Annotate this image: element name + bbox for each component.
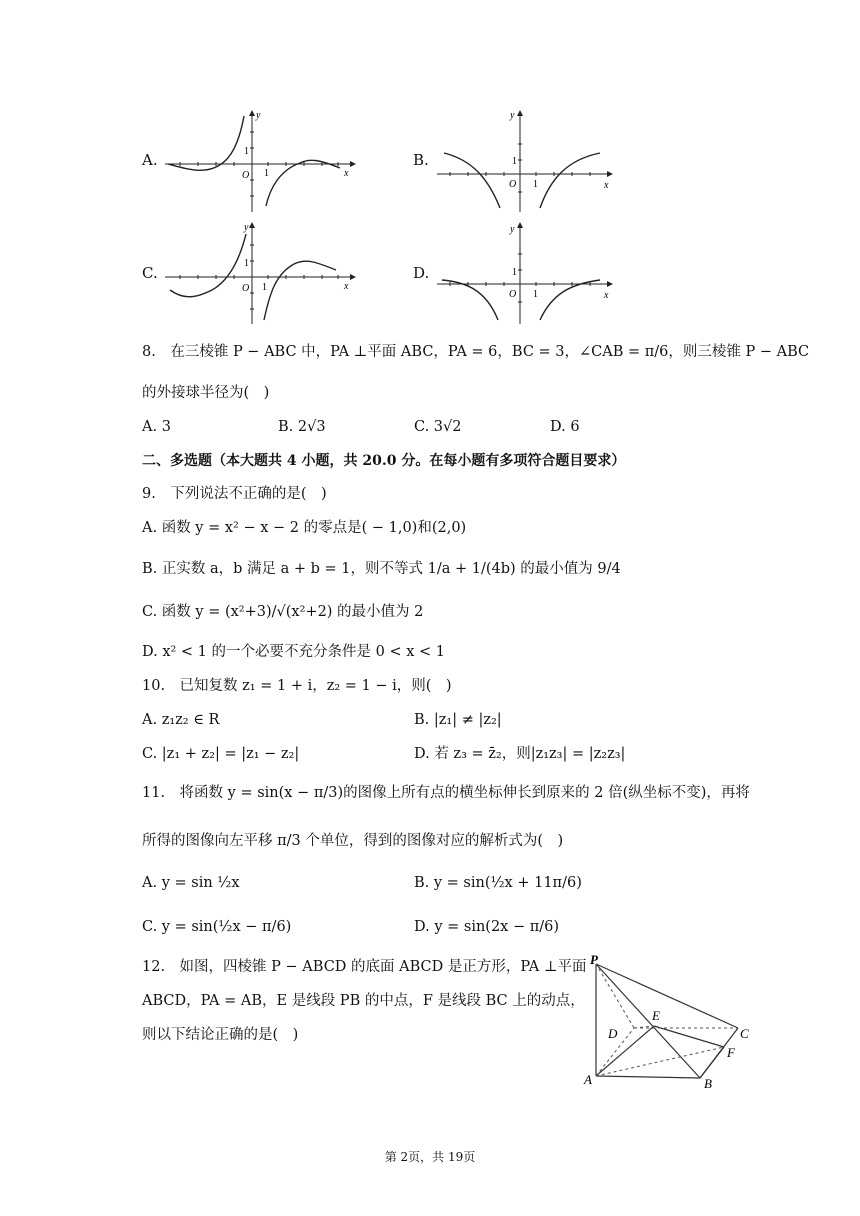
- q7a-origin: O: [242, 170, 250, 181]
- q8-option-c: C. 3√2: [414, 419, 462, 435]
- q10-option-c: C. |z₁ + z₂| = |z₁ − z₂|: [142, 746, 300, 762]
- q9-option-c: C. 函数 y = (x²+3)/√(x²+2) 的最小值为 2: [142, 604, 424, 620]
- section-heading: 二、多选题（本大题共 4 小题，共 20.0 分。在每小题有多项符合题目要求）: [142, 453, 626, 469]
- q11-option-c: C. y = sin(½x − π/6): [142, 919, 292, 935]
- q12-pyramid-figure: [580, 952, 760, 1094]
- q7-option-a-label: A.: [142, 151, 158, 169]
- q7c-x-label: x: [344, 281, 349, 292]
- q7-option-b-label: B.: [413, 151, 429, 169]
- q12-label-d: D: [608, 1026, 618, 1041]
- q7a-y-label: y: [256, 110, 261, 121]
- q9-option-d: D. x² < 1 的一个必要不充分条件是 0 < x < 1: [142, 644, 445, 660]
- q8-option-a: A. 3: [142, 419, 171, 435]
- q11-option-d: D. y = sin(2x − π/6): [414, 919, 560, 935]
- q10-option-b: B. |z₁| ≠ |z₂|: [414, 712, 502, 728]
- q7c-origin: O: [242, 283, 250, 294]
- q8-stem: 8. 在三棱锥 P − ABC 中，PA ⊥平面 ABC，PA = 6，BC = 3，∠CAB = π/6，则三棱锥 P − ABC: [142, 344, 810, 360]
- q12-label-c: C: [740, 1026, 749, 1041]
- q11-stem: 11. 将函数 y = sin(x − π/3)的图像上所有点的横坐标伸长到原来的 2 倍(纵坐标不变)，再将: [142, 785, 750, 801]
- q12-label-a: A: [584, 1072, 592, 1087]
- q12-label-f: F: [727, 1045, 735, 1060]
- q7d-y-one: 1: [512, 267, 517, 278]
- q7a-x-one: 1: [264, 168, 269, 179]
- q8-option-b: B. 2√3: [278, 419, 326, 435]
- q7d-y-label: y: [510, 224, 515, 235]
- q7b-x-one: 1: [533, 179, 538, 190]
- q7d-origin: O: [509, 289, 517, 300]
- q7c-x-one: 1: [262, 282, 267, 293]
- q7b-y-one: 1: [512, 156, 517, 167]
- q10-stem: 10. 已知复数 z₁ = 1 + i，z₂ = 1 − i，则( ): [142, 678, 452, 694]
- page-footer: 第 2页，共 19页: [384, 1150, 476, 1164]
- q7-graph-b: [432, 108, 617, 216]
- q7b-x-label: x: [604, 180, 609, 191]
- q7-graph-a: [160, 108, 360, 216]
- q9-option-a: A. 函数 y = x² − x − 2 的零点是( − 1,0)和(2,0): [142, 520, 467, 536]
- q12-line3: 则以下结论正确的是( ): [142, 1027, 299, 1043]
- q7-graph-c: [160, 220, 360, 328]
- q10-option-d: D. 若 z₃ = z̄₂，则|z₁z₃| = |z₂z₃|: [414, 746, 626, 762]
- q12-label-p: P: [590, 952, 598, 967]
- q8-stem-cont: 的外接球半径为( ): [142, 385, 270, 401]
- q9-option-b: B. 正实数 a，b 满足 a + b = 1，则不等式 1/a + 1/(4b) 的最小值为 9/4: [142, 561, 621, 577]
- q7c-y-label: y: [244, 222, 249, 233]
- q7c-y-one: 1: [244, 258, 249, 269]
- q7a-x-label: x: [344, 168, 349, 179]
- q7-graph-d: [432, 220, 617, 328]
- q11-stem-cont: 所得的图像向左平移 π/3 个单位，得到的图像对应的解析式为( ): [142, 833, 564, 849]
- q9-stem: 9. 下列说法不正确的是( ): [142, 486, 327, 502]
- q7d-x-one: 1: [533, 289, 538, 300]
- q12-line1: 12. 如图，四棱锥 P − ABCD 的底面 ABCD 是正方形，PA ⊥平面: [142, 959, 587, 975]
- q8-option-d: D. 6: [550, 419, 580, 435]
- q10-option-a: A. z₁z₂ ∈ R: [142, 712, 220, 728]
- q7d-x-label: x: [604, 290, 609, 301]
- q7-option-c-label: C.: [142, 264, 158, 282]
- q11-option-a: A. y = sin ½x: [142, 875, 240, 891]
- q7a-y-one: 1: [244, 146, 249, 157]
- q12-line2: ABCD，PA = AB，E 是线段 PB 的中点，F 是线段 BC 上的动点，: [142, 993, 585, 1009]
- q7-option-d-label: D.: [413, 264, 430, 282]
- q12-label-b: B: [704, 1076, 712, 1091]
- q7b-origin: O: [509, 179, 517, 190]
- q12-label-e: E: [652, 1008, 660, 1023]
- q11-option-b: B. y = sin(½x + 11π/6): [414, 875, 582, 891]
- q7b-y-label: y: [510, 110, 515, 121]
